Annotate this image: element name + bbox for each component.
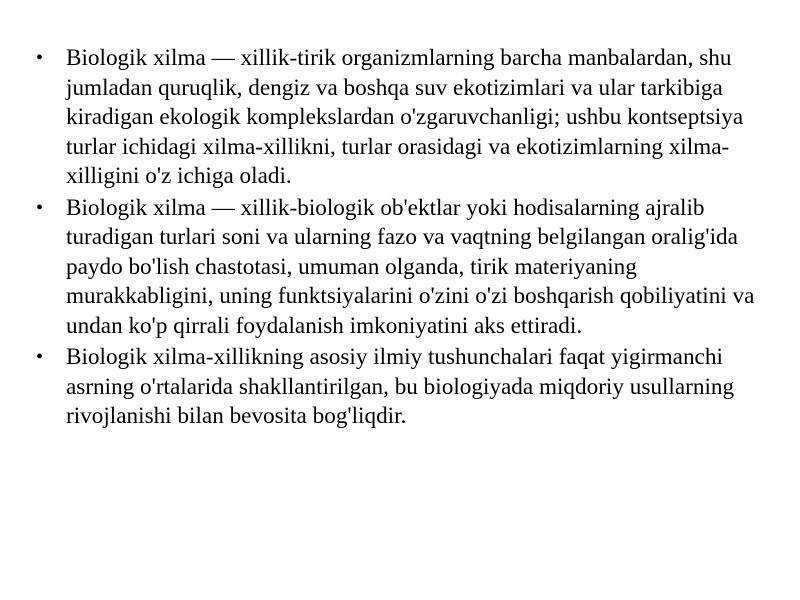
bullet-icon: •	[36, 47, 44, 69]
bullet-text-3: Biologik xilma-xillikning asosiy ilmiy tushunchalari faqat yigirmanchi asrning o'rtalarida shakllantirilgan, bu biologiyada miqdoriy usullarning rivojlanishi bilan bevosita bog'liqdir.	[66, 344, 735, 429]
bullet-item-2	[36, 194, 776, 342]
bullet-list	[36, 44, 776, 434]
bullet-text-1: Biologik xilma — xillik-tirik organizmlarning barcha manbalardan, shu jumladan quruqlik, dengiz va boshqa suv ekotizimlari va ular tarkibiga kiradigan ekologik komplekslardan o'zgaruvchanligi; ushbu kontseptsiya turlar ichidagi xilma-xillikni, turlar orasidagi va ekotizimlarning xilma-xilligini o'z ichiga oladi.	[66, 45, 744, 189]
bullet-text-2: Biologik xilma — xillik-biologik ob'ektlar yoki hodisalarning ajralib turadigan turlari soni va ularning fazo va vaqtning belgilangan oralig'ida paydo bo'lish chastotasi, umuman olganda, tirik materiyaning murakkabligini, uning funktsiyalarini o'zini o'zi boshqarish qobiliyatini va undan ko'p qirrali foydalanish imkoniyatini aks ettiradi.	[66, 194, 755, 339]
bullet-item-1	[36, 44, 776, 192]
bullet-icon: •	[36, 346, 44, 368]
bullet-item-3	[36, 343, 776, 432]
bullet-icon: •	[36, 196, 44, 219]
